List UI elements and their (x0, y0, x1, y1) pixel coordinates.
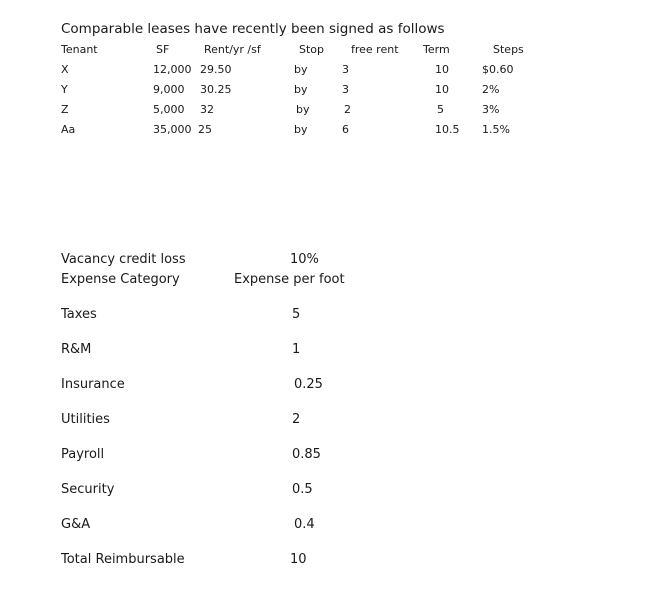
expense-value: 2 (292, 412, 301, 427)
cell-stop: by (296, 103, 310, 116)
cell-tenant: Aa (61, 123, 76, 136)
cell-steps: 1.5% (482, 123, 510, 136)
cell-stop: by (294, 63, 308, 76)
header-term: Term (423, 43, 450, 56)
cell-steps: 3% (482, 103, 500, 116)
expense-value-header: Expense per foot (234, 272, 345, 287)
header-steps: Steps (493, 43, 524, 56)
expense-value: 0.25 (294, 377, 323, 392)
header-stop: Stop (299, 43, 325, 56)
cell-tenant: X (61, 63, 69, 76)
expense-total-label: Total Reimbursable (61, 552, 185, 567)
cell-free-rent: 6 (342, 123, 349, 136)
cell-tenant: Z (61, 103, 69, 116)
cell-rent: 32 (200, 103, 214, 116)
cell-term: 5 (437, 103, 444, 116)
expense-label: R&M (61, 342, 92, 357)
cell-term: 10 (435, 63, 449, 76)
cell-tenant: Y (61, 83, 68, 96)
cell-term: 10.5 (435, 123, 460, 136)
cell-sf: 5,000 (153, 103, 185, 116)
expense-category-header: Expense Category (61, 272, 180, 287)
cell-rent: 30.25 (200, 83, 232, 96)
leases-title: Comparable leases have recently been signed as follows (61, 21, 445, 37)
expense-label: Payroll (61, 447, 105, 462)
expense-total-value: 10 (290, 552, 307, 567)
expense-label: Security (61, 482, 115, 497)
expense-value: 1 (292, 342, 301, 357)
header-free-rent: free rent (351, 43, 399, 56)
vacancy-value: 10% (290, 252, 319, 267)
expense-value: 0.5 (292, 482, 313, 497)
cell-free-rent: 3 (342, 63, 349, 76)
cell-rent: 25 (198, 123, 212, 136)
cell-term: 10 (435, 83, 449, 96)
expense-label: Insurance (61, 377, 125, 392)
header-rent: Rent/yr /sf (204, 43, 261, 56)
expense-value: 0.4 (294, 517, 315, 532)
expense-label: Taxes (61, 307, 97, 322)
expense-label: G&A (61, 517, 91, 532)
cell-steps: 2% (482, 83, 500, 96)
vacancy-label: Vacancy credit loss (61, 252, 186, 267)
cell-sf: 9,000 (153, 83, 185, 96)
expense-label: Utilities (61, 412, 110, 427)
header-sf: SF (156, 43, 170, 56)
cell-free-rent: 2 (344, 103, 351, 116)
cell-steps: $0.60 (482, 63, 514, 76)
expense-value: 0.85 (292, 447, 321, 462)
expense-value: 5 (292, 307, 301, 322)
cell-stop: by (294, 123, 308, 136)
cell-stop: by (294, 83, 308, 96)
header-tenant: Tenant (61, 43, 98, 56)
cell-rent: 29.50 (200, 63, 232, 76)
cell-sf: 35,000 (153, 123, 192, 136)
cell-free-rent: 3 (342, 83, 349, 96)
cell-sf: 12,000 (153, 63, 192, 76)
